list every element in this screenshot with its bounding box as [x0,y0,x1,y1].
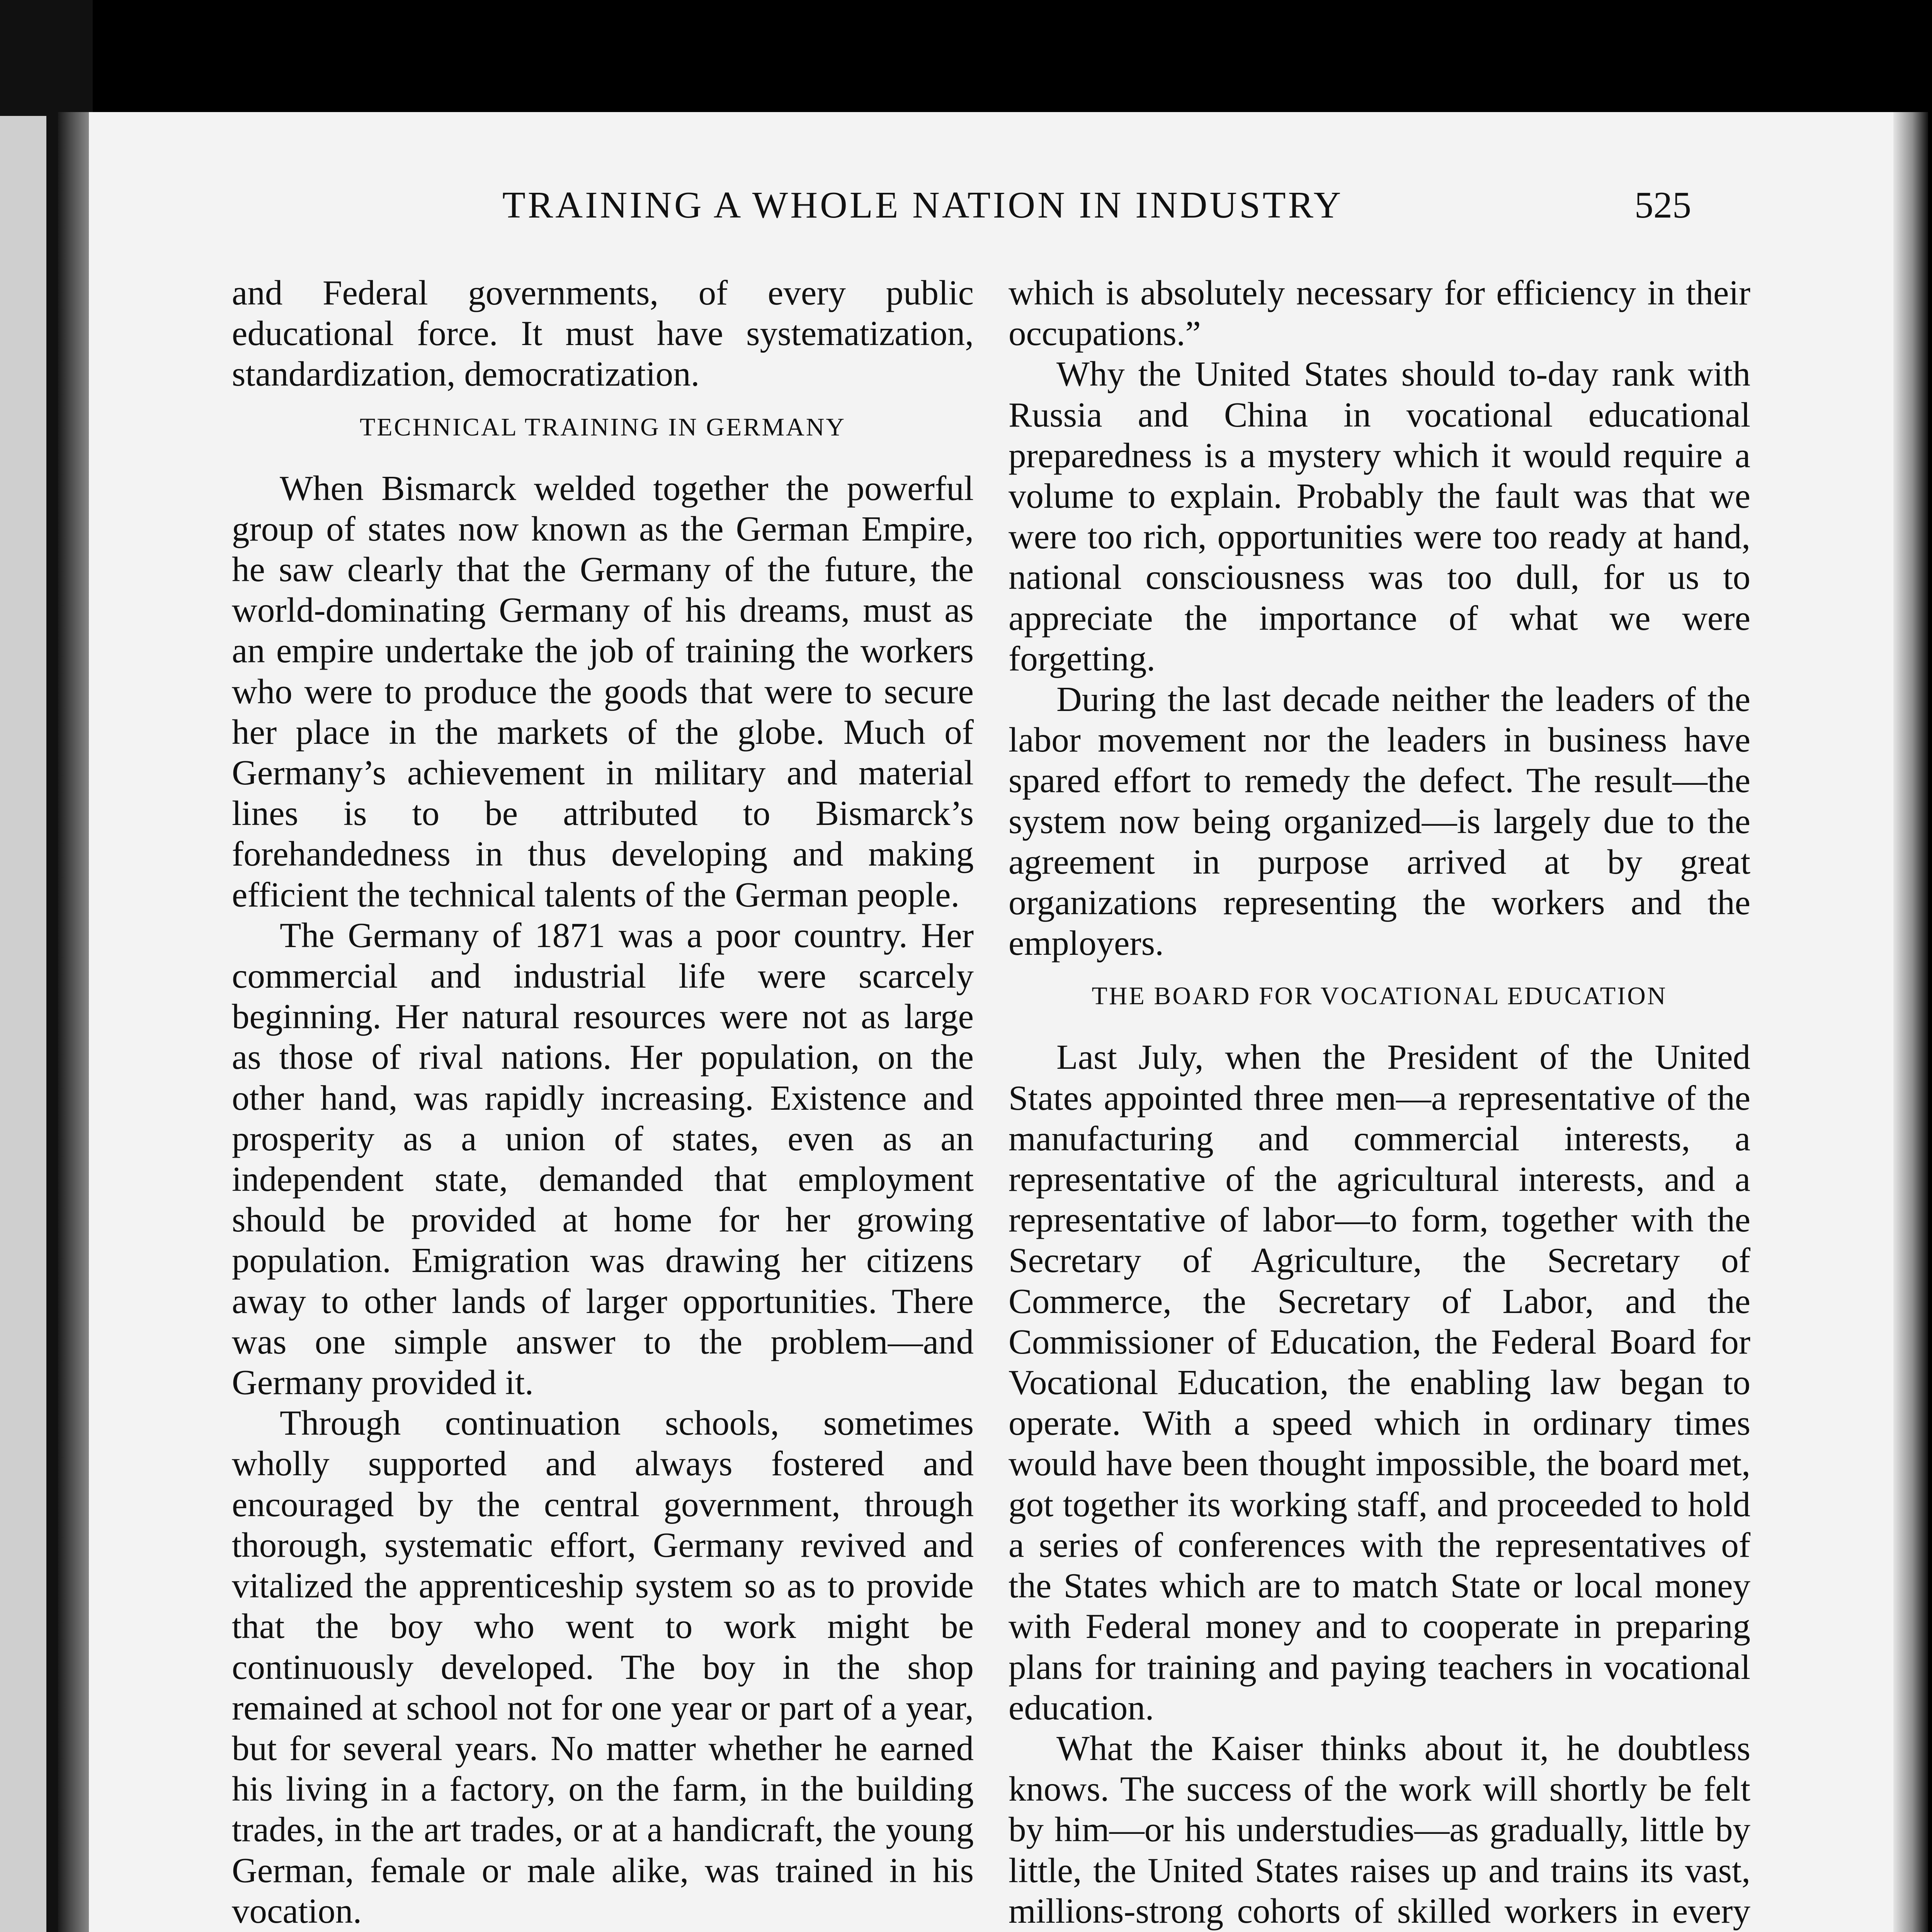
page-edge-shadow [1893,112,1928,1932]
paragraph: The Germany of 1871 was a poor country. Her commercial and industrial life were scarcely beginning. Her natural resources were not as large as those of rival nations. Her population, on the other hand, was rapidly increasing. Existence and prosperity as a union of states, even as an independent state, demanded that employment should be provided at home for her growing population. Emigration was drawing her citizens away to other lands of larger opportunities. There was one simple answer to the problem—and Germany provided it. [232,915,974,1402]
page-number: 525 [1634,184,1691,226]
left-column [232,272,974,1932]
paragraph: When Bismarck welded together the powerful group of states now known as the German Empire, he saw clearly that the Germany of the future, the world-dominating Germany of his dreams, must as an empire undertake the job of training the workers who were to produce the goods that were to secure her place in the markets of the globe. Much of Germany’s achievement in military and material lines is to be attributed to Bismarck’s forehandedness in thus developing and making efficient the technical talents of the German people. [232,468,974,914]
running-title: TRAINING A WHOLE NATION IN INDUSTRY [502,184,1344,226]
paragraph: During the last decade neither the leaders of the labor movement nor the leaders in business have spared effort to remedy the defect. The result—the system now being organized—is largely due to the agreement in purpose arrived at by great organizations representing the workers and the employers. [1009,680,1750,963]
section-heading: THE BOARD FOR VOCATIONAL EDUCATION [1092,982,1667,1010]
section-heading: TECHNICAL TRAINING IN GERMANY [359,413,846,441]
paragraph: and Federal governments, of every public educational force. It must have systematization, standardization, democratization. [232,273,974,394]
paragraph: Why the United States should to-day rank with Russia and China in vocational educational preparedness is a mystery which it would require a volume to explain. Probably the fault was that we were too rich, opportunities were too ready at hand, national consciousness was too dull, for us to appreciate the importance of what we were forgetting. [1009,354,1750,678]
facing-page-edge [0,116,46,1932]
paragraph: Through continuation schools, sometimes wholly supported and always fostered and encouraged by the central government, through thorough, systematic effort, Germany revived and vitalized the apprenticeship system so as to provide that the boy who went to work might be continuously developed. The boy in the shop remained at school not for one year or part of a year, but for several years. No matter whether he earned his living in a factory, on the farm, in the building trades, in the art trades, or at a handicraft, the young German, female or male alike, was trained in his vocation. [232,1403,974,1930]
paragraph: Last July, when the President of the United States appointed three men—a representative of the manufacturing and commercial interests, a representative of the agricultural interests, and a representative of labor—to form, together with the Secretary of Agriculture, the Secretary of Commerce, the Secretary of Labor, and the Commissioner of Education, the Federal Board for Vocational Education, the enabling law began to operate. With a speed which in ordinary times would have been thought impossible, the board met, got together its working staff, and proceeded to hold a series of conferences with the representatives of the States which are to match State or local money with Federal money and to cooperate in preparing plans for training and paying teachers in vocational education. [1009,1037,1750,1727]
paragraph: What the Kaiser thinks about it, he doubtless knows. The success of the work will shortly be felt by him—or his understudies—as gradually, little by little, the United States raises up and trains its vast, millions-strong cohorts of skilled workers in every [1009,1728,1750,1930]
paragraph: which is absolutely necessary for efficiency in their occupations.” [1009,273,1750,353]
book-gutter [58,112,89,1932]
right-column [1009,272,1750,1932]
